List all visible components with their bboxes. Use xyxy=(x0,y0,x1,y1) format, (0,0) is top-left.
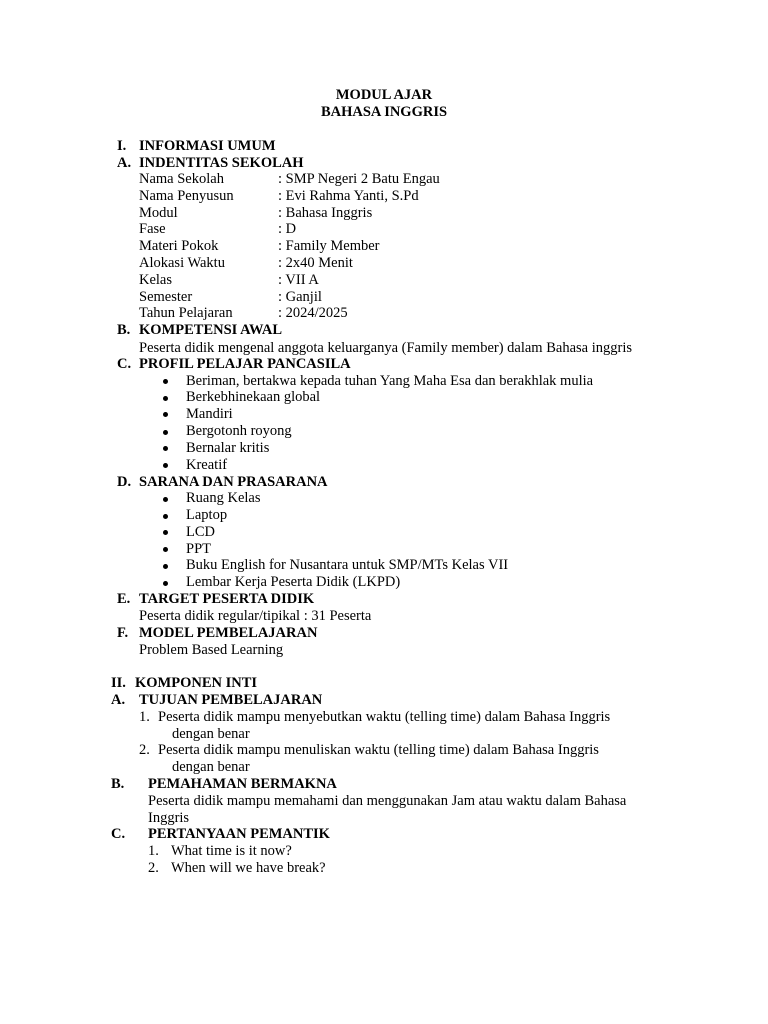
list-item-continuation: dengan benar xyxy=(172,726,250,742)
list-item: Bergotonh royong xyxy=(186,423,292,439)
bullet-icon xyxy=(163,463,168,468)
subsection-a-heading: INDENTITAS SEKOLAH xyxy=(139,155,304,171)
bullet-icon xyxy=(163,497,168,502)
identity-key: Tahun Pelajaran xyxy=(139,305,233,321)
identity-key: Materi Pokok xyxy=(139,238,219,254)
list-item: Ruang Kelas xyxy=(186,490,261,506)
bullet-icon xyxy=(163,430,168,435)
pemahaman-text-continuation: Inggris xyxy=(148,810,190,826)
identity-key: Fase xyxy=(139,221,166,237)
list-number: 2. xyxy=(139,742,150,758)
inti-a-heading: TUJUAN PEMBELAJARAN xyxy=(139,692,323,708)
inti-c-number: C. xyxy=(111,826,126,842)
doc-title: MODUL AJAR xyxy=(335,87,433,103)
bullet-icon xyxy=(163,412,168,417)
pemahaman-text: Peserta didik mampu memahami dan menggunakan Jam atau waktu dalam Bahasa xyxy=(148,793,627,809)
list-item: Peserta didik mampu menuliskan waktu (telling time) dalam Bahasa Inggris xyxy=(158,742,599,758)
subsection-c-heading: PROFIL PELAJAR PANCASILA xyxy=(139,356,351,372)
subsection-f-heading: MODEL PEMBELAJARAN xyxy=(139,625,318,641)
identity-value: : VII A xyxy=(278,272,319,288)
list-item: When will we have break? xyxy=(171,860,326,876)
identity-key: Nama Penyusun xyxy=(139,188,234,204)
list-item: Buku English for Nusantara untuk SMP/MTs Kelas VII xyxy=(186,557,509,573)
identity-value: : Bahasa Inggris xyxy=(278,205,373,221)
identity-value: : Ganjil xyxy=(278,289,322,305)
identity-value: : D xyxy=(278,221,297,237)
section-2-heading: KOMPONEN INTI xyxy=(135,675,258,691)
list-item: Berkebhinekaan global xyxy=(186,389,321,405)
bullet-icon xyxy=(163,446,168,451)
list-item: PPT xyxy=(186,541,211,557)
list-item: Lembar Kerja Peserta Didik (LKPD) xyxy=(186,574,401,590)
kompetensi-text: Peserta didik mengenal anggota keluarganya (Family member) dalam Bahasa inggris xyxy=(139,340,632,356)
identity-value: : 2024/2025 xyxy=(278,305,348,321)
list-number: 2. xyxy=(148,860,159,876)
inti-b-heading: PEMAHAMAN BERMAKNA xyxy=(148,776,337,792)
inti-c-heading: PERTANYAAN PEMANTIK xyxy=(148,826,330,842)
list-item: What time is it now? xyxy=(171,843,292,859)
target-text: Peserta didik regular/tipikal : 31 Peserta xyxy=(139,608,372,624)
subsection-d-number: D. xyxy=(117,474,132,490)
identity-value: : 2x40 Menit xyxy=(278,255,353,271)
subsection-b-heading: KOMPETENSI AWAL xyxy=(139,322,283,338)
model-text: Problem Based Learning xyxy=(139,642,284,658)
subsection-e-number: E. xyxy=(117,591,131,607)
list-item-continuation: dengan benar xyxy=(172,759,250,775)
bullet-icon xyxy=(163,564,168,569)
subsection-d-heading: SARANA DAN PRASARANA xyxy=(139,474,328,490)
subsection-b-number: B. xyxy=(117,322,131,338)
subsection-a-number: A. xyxy=(117,155,132,171)
bullet-icon xyxy=(163,530,168,535)
identity-value: : Evi Rahma Yanti, S.Pd xyxy=(278,188,419,204)
bullet-icon xyxy=(163,514,168,519)
inti-a-number: A. xyxy=(111,692,126,708)
list-item: Kreatif xyxy=(186,457,228,473)
identity-key: Nama Sekolah xyxy=(139,171,224,187)
list-item: Laptop xyxy=(186,507,228,523)
list-item: Peserta didik mampu menyebutkan waktu (telling time) dalam Bahasa Inggris xyxy=(158,709,611,725)
subsection-e-heading: TARGET PESERTA DIDIK xyxy=(139,591,315,607)
inti-b-number: B. xyxy=(111,776,125,792)
doc-subtitle: BAHASA INGGRIS xyxy=(320,104,448,120)
identity-key: Alokasi Waktu xyxy=(139,255,225,271)
identity-key: Semester xyxy=(139,289,193,305)
bullet-icon xyxy=(163,547,168,552)
section-2-number: II. xyxy=(111,675,126,691)
list-item: Mandiri xyxy=(186,406,233,422)
subsection-c-number: C. xyxy=(117,356,132,372)
list-number: 1. xyxy=(139,709,150,725)
bullet-icon xyxy=(163,379,168,384)
bullet-icon xyxy=(163,581,168,586)
identity-value: : SMP Negeri 2 Batu Engau xyxy=(278,171,440,187)
identity-key: Kelas xyxy=(139,272,173,288)
list-item: Bernalar kritis xyxy=(186,440,270,456)
section-1-heading: INFORMASI UMUM xyxy=(139,138,276,154)
section-1-number: I. xyxy=(117,138,127,154)
identity-value: : Family Member xyxy=(278,238,380,254)
list-number: 1. xyxy=(148,843,159,859)
list-item: Beriman, bertakwa kepada tuhan Yang Maha Esa dan berakhlak mulia xyxy=(186,373,594,389)
subsection-f-number: F. xyxy=(117,625,129,641)
bullet-icon xyxy=(163,396,168,401)
list-item: LCD xyxy=(186,524,215,540)
identity-key: Modul xyxy=(139,205,178,221)
